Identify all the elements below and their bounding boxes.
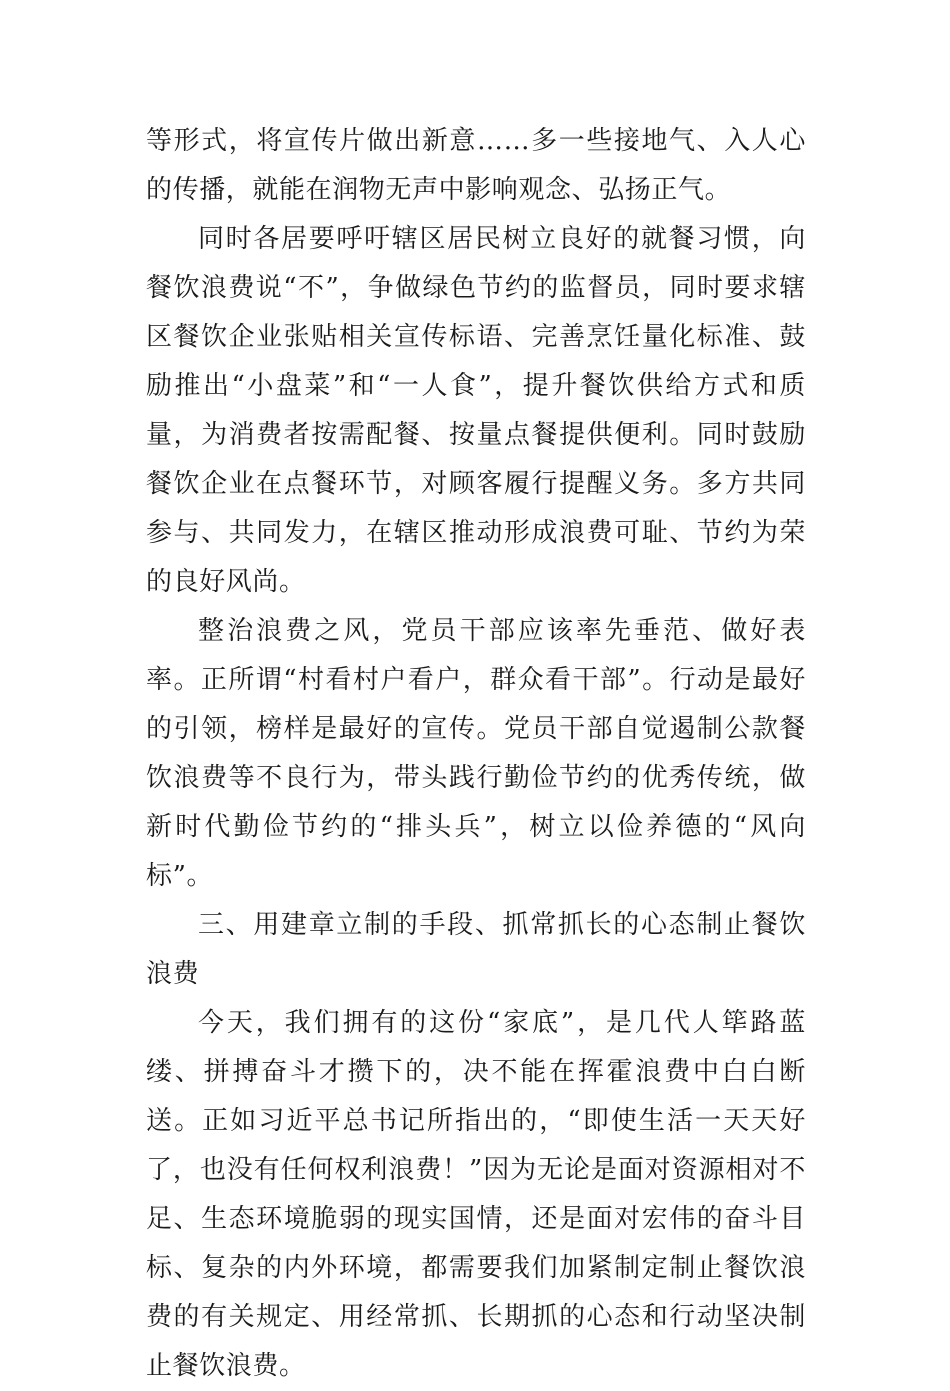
section-heading: 三、用建章立制的手段、抓常抓长的心态制止餐饮浪费 (146, 910, 806, 989)
paragraph-community-appeal: 同时各居要呼吁辖区居民树立良好的就餐习惯，向餐饮浪费说“不”，争做绿色节约的监督员，同时要求辖区餐饮企业张贴相关宣传标语、完善烹饪量化标准、鼓励推出“小盘菜”和“一人食”，提升餐饮供给方式和质量，为消费者按需配餐、按量点餐提供便利。同时鼓励餐饮企业在点餐环节，对顾客履行提醒义务。多方共同参与、共同发力，在辖区推动形成浪费可耻、节约为荣的良好风尚。 (146, 224, 806, 597)
document-body (146, 117, 806, 1391)
paragraph-regulation: 今天，我们拥有的这份“家底”，是几代人筚路蓝缕、拼搏奋斗才攒下的，决不能在挥霍浪费中白白断送。正如习近平总书记所指出的，“即使生活一天天好了，也没有任何权利浪费！”因为无论是面对资源相对不足、生态环境脆弱的现实国情，还是面对宏伟的奋斗目标、复杂的内外环境，都需要我们加紧制定制止餐饮浪费的有关规定、用经常抓、长期抓的心态和行动坚决制止餐饮浪费。 (146, 1008, 806, 1381)
paragraph-continuation: 等形式，将宣传片做出新意……多一些接地气、入人心的传播，就能在润物无声中影响观念、弘扬正气。 (146, 126, 806, 205)
paragraph-party-cadres: 整治浪费之风，党员干部应该率先垂范、做好表率。正所谓“村看村户看户，群众看干部”。行动是最好的引领，榜样是最好的宣传。党员干部自觉遏制公款餐饮浪费等不良行为，带头践行勤俭节约的优秀传统，做新时代勤俭节约的“排头兵”，树立以俭养德的“风向标”。 (146, 616, 806, 891)
